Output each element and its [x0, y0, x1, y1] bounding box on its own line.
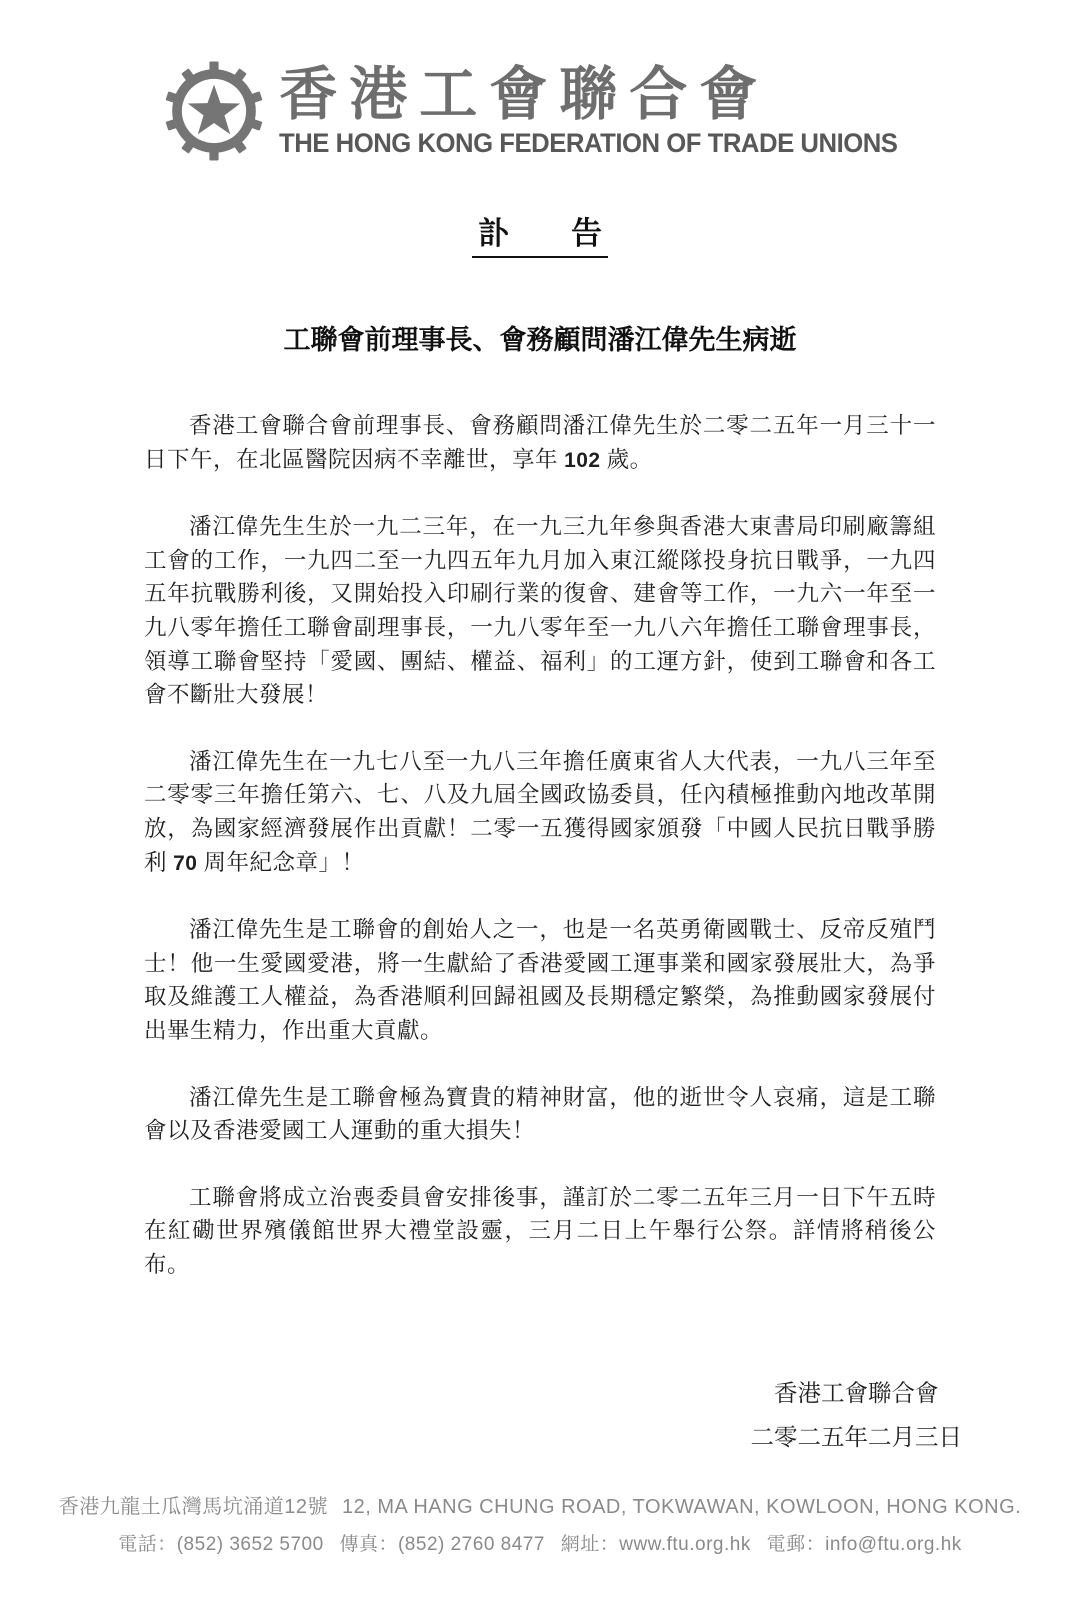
footer-address-english: 12, MA HANG CHUNG ROAD, TOKWAWAN, KOWLOON, HONG KONG.	[342, 1496, 1022, 1519]
footer-address	[20, 1490, 1060, 1519]
footer-address-chinese: 香港九龍土瓜灣馬坑涌道12號	[58, 1496, 329, 1519]
footer-web-value: www.ftu.org.hk	[619, 1534, 751, 1556]
body-paragraph: 潘江偉先生是工聯會極為寶貴的精神財富，他的逝世令人哀痛，這是工聯會以及香港愛國工人運動的重大損失！	[144, 1084, 936, 1144]
signature-org: 香港工會聯合會	[774, 1381, 939, 1408]
footer-email-label: 電郵：	[766, 1534, 826, 1556]
body-paragraph: 潘江偉先生是工聯會的創始人之一，也是一名英勇衛國戰士、反帝反殖鬥士！他一生愛國愛港，將一生獻給了香港愛國工運事業和國家發展壯大，為爭取及維護工人權益，為香港順利回歸祖國及長期穩定繁榮，為推動國家發展付出畢生精力，作出重大貢獻。	[144, 917, 936, 1043]
signature-date: 二零二五年二月三日	[750, 1425, 962, 1452]
ftu-gear-star-logo-icon	[163, 60, 265, 162]
letterhead	[0, 60, 1080, 162]
body-paragraph: 香港工會聯合會前理事長、會務顧問潘江偉先生於二零二五年一月三十一日下午，在北區醫院因病不幸離世，享年 102 歲。	[144, 413, 936, 472]
footer-contacts	[20, 1529, 1060, 1556]
subject-heading: 工聯會前理事長、會務顧問潘江偉先生病逝	[283, 325, 797, 355]
notice-title: 訃 告	[472, 208, 608, 258]
footer-tel-label: 電話：	[118, 1534, 177, 1556]
footer-email-value: info@ftu.org.hk	[825, 1534, 962, 1556]
footer	[0, 1460, 1080, 1598]
footer-web-label: 網址：	[560, 1534, 620, 1556]
org-names	[279, 63, 917, 160]
footer-tel-value: (852) 3652 5700	[176, 1534, 324, 1556]
footer-fax-label: 傳真：	[339, 1534, 398, 1556]
footer-fax-value: (852) 2760 8477	[397, 1534, 545, 1556]
org-name-english: THE HONG KONG FEDERATION OF TRADE UNIONS	[279, 128, 898, 159]
body-paragraph: 工聯會將成立治喪委員會安排後事，謹訂於二零二五年三月一日下午五時在紅磡世界殯儀館世界大禮堂設靈，三月二日上午舉行公祭。詳情將稍後公布。	[144, 1184, 936, 1277]
org-name-chinese: 香港工會聯合會	[279, 61, 770, 127]
signature-block	[751, 1372, 963, 1460]
body-paragraph: 潘江偉先生生於一九二三年，在一九三九年參與香港大東書局印刷廠籌組工會的工作，一九四二至一九四五年九月加入東江縱隊投身抗日戰爭，一九四五年抗戰勝利後，又開始投入印刷行業的復會、建會等工作，一九六一年至一九八零年擔任工聯會副理事長，一九八零年至一九八六年擔任工聯會理事長，領導工聯會堅持「愛國、團結、權益、福利」的工運方針，使到工聯會和各工會不斷壯大發展！	[144, 514, 936, 708]
body-paragraph: 潘江偉先生在一九七八至一九八三年擔任廣東省人大代表，一九八三年至二零零三年擔任第六、七、八及九屆全國政協委員，任內積極推動內地改革開放，為國家經濟發展作出貢獻！二零一五獲得國家頒發「中國人民抗日戰爭勝利 70 周年紀念章」！	[144, 748, 936, 875]
body-text	[144, 409, 936, 1314]
